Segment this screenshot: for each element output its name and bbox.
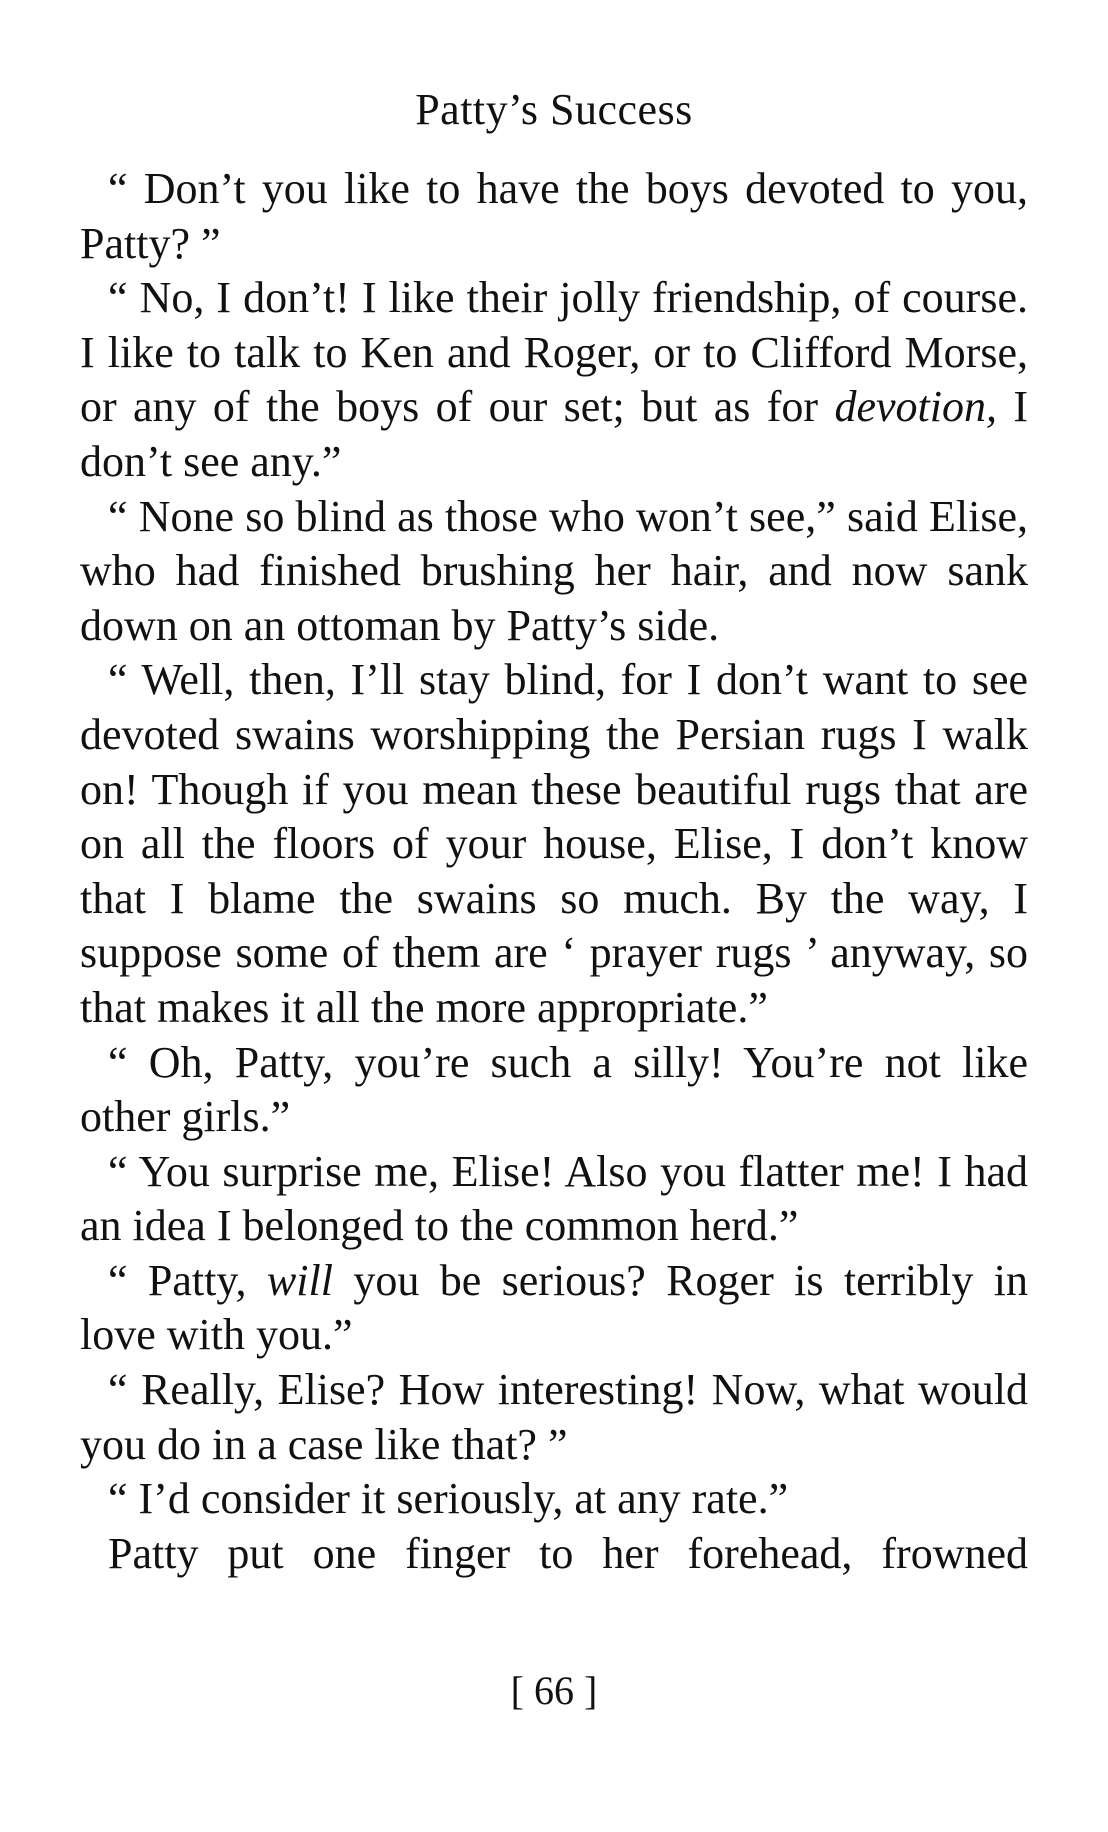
text-run: “ Really, Elise? How interesting! Now, what would you do in a case like that? ” (80, 1365, 1028, 1469)
text-run: “ None so blind as those who won’t see,” said Elise, who had finished brushing her hair, and now sank down on an ottoman by Patty’s side. (80, 491, 1028, 650)
text-run: “ I’d consider it seriously, at any rate.” (108, 1474, 789, 1524)
emphasized-text: will (266, 1255, 333, 1305)
text-run: you be serious? Roger is terribly in love with you.” (80, 1255, 1028, 1360)
running-head: Patty’s Success (415, 85, 693, 134)
text-run: “ No, I don’t! I like their jolly friendship, of course. I like to talk to Ken and Roger, or to Clifford Morse, or any of the boys of our set; but as for (80, 273, 1028, 432)
paragraph (80, 1036, 1028, 1145)
text-run: “ You surprise me, Elise! Also you flatter me! I had an idea I belonged to the common herd.” (80, 1146, 1028, 1251)
text-run: “ Oh, Patty, you’re such a silly! You’re not like other girls.” (80, 1037, 1028, 1142)
text-run: Patty put one finger to her forehead, frowned (108, 1528, 1028, 1578)
text-run: “ Well, then, I’ll stay blind, for I don’t want to see devoted swains worshipping the Persian rugs I walk on! Though if you mean these beautiful rugs that are on all the floors of your house, Elise, I don’t know that I blame the swains so much. By the way, I suppose some of them are ‘ prayer rugs ’ anyway, so that makes it all the more appropriate.” (80, 655, 1028, 1032)
book-page (80, 80, 1028, 1780)
paragraph (80, 1472, 1028, 1527)
paragraph (80, 1254, 1028, 1363)
text-run: I don’t see any.” (80, 382, 1028, 486)
page-number: [ 66 ] (510, 1668, 598, 1713)
text-run: “ Don’t you like to have the boys devoted to you, Patty? ” (80, 164, 1028, 268)
paragraph (80, 271, 1028, 489)
body-text (80, 162, 1028, 1581)
paragraph (80, 653, 1028, 1035)
paragraph (80, 1527, 1028, 1582)
paragraph (80, 1145, 1028, 1254)
paragraph (80, 1363, 1028, 1472)
paragraph (80, 490, 1028, 654)
emphasized-text: devotion, (834, 382, 997, 432)
paragraph (80, 162, 1028, 271)
text-run: “ Patty, (108, 1255, 267, 1305)
